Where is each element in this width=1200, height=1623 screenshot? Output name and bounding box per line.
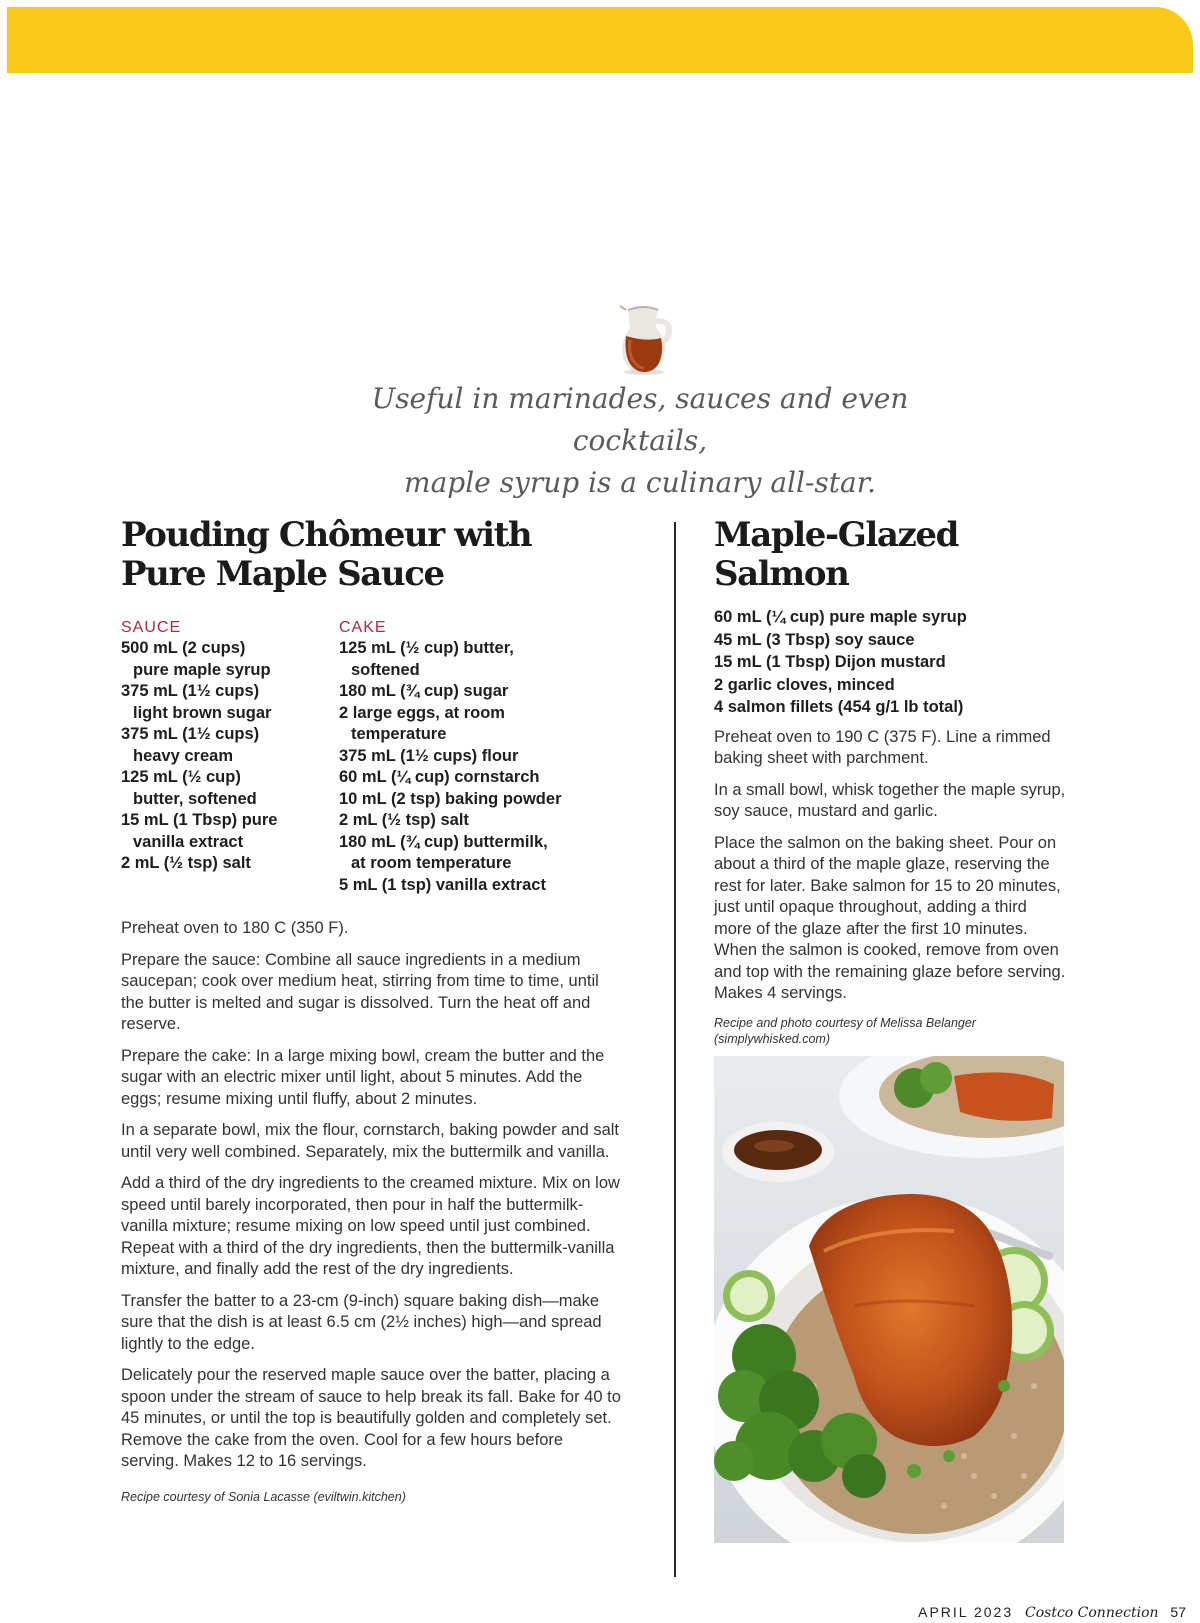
ingredient-line: light brown sugar <box>133 703 272 722</box>
footer-magazine-name: Costco Connection <box>1025 1605 1159 1621</box>
method-paragraph: Transfer the batter to a 23-cm (9-inch) square baking dish—make sure that the dish is at least 6.5 cm (2½ inches) high—and spread lightly to the edge. <box>121 1291 602 1353</box>
ingredient-line: butter, softened <box>133 789 257 808</box>
ingredient-line: vanilla extract <box>133 832 244 851</box>
ingredient-line: 125 mL (½ cup) butter, <box>339 639 514 657</box>
maple-glazed-salmon-recipe <box>714 516 1068 1047</box>
maple-syrup-pitcher-icon <box>606 296 682 378</box>
ingredient-line: 15 mL (1 Tbsp) pure <box>121 811 278 829</box>
method-paragraph: Add a third of the dry ingredients to the creamed mixture. Mix on low speed until barely incorporated, then pour in half the buttermilk-vanilla mixture; resume mixing on low speed until just combined. Repeat with a third of the dry ingredients, then the buttermilk-vanilla mixture, and finally add the rest of the dry ingredients. <box>121 1174 620 1278</box>
pull-quote-line-1: Useful in marinades, sauces and even cocktails, <box>371 382 909 457</box>
method-paragraph: Delicately pour the reserved maple sauce over the batter, placing a spoon under the stream of sauce to help break its fall. Bake for 40 to 45 minutes, or until the top is beautifully golden and completely set. Remove the cake from the oven. Cool for a few hours before serving. Makes 12 to 16 servings. <box>121 1366 621 1470</box>
pouding-ingredients <box>121 618 621 918</box>
ingredient-line: 180 mL (¾ cup) sugar <box>339 682 509 700</box>
pouding-recipe-title <box>121 516 621 594</box>
ingredient-line: 375 mL (1½ cups) <box>121 682 260 700</box>
ingredient-line: 2 garlic cloves, minced <box>714 675 895 694</box>
method-paragraph: Prepare the cake: In a large mixing bowl, cream the butter and the sugar with an electric mixer until light, about 5 minutes. Add the eggs; resume mixing until fluffy, about 2 minutes. <box>121 1046 605 1108</box>
method-paragraph: Preheat oven to 190 C (375 F). Line a rimmed baking sheet with parchment. <box>714 727 1051 767</box>
salmon-credit: Recipe and photo courtesy of Melissa Belanger (simplywhisked.com) <box>714 1015 976 1046</box>
pouding-credit: Recipe courtesy of Sonia Lacasse (eviltwin.kitchen) <box>121 1489 406 1504</box>
salmon-ingredients <box>714 606 1068 719</box>
ingredient-line: 2 mL (½ tsp) salt <box>339 811 469 829</box>
ingredient-line: 10 mL (2 tsp) baking powder <box>339 789 562 808</box>
sauce-ingredients <box>121 618 336 875</box>
ingredient-line: temperature <box>351 725 447 743</box>
column-divider <box>674 522 676 1577</box>
ingredient-line: 375 mL (1½ cups) <box>121 725 260 743</box>
ingredient-line: at room temperature <box>351 854 512 872</box>
pull-quote-line-2: maple syrup is a culinary all-star. <box>404 466 876 499</box>
header-color-band <box>7 7 1193 73</box>
method-paragraph: Preheat oven to 180 C (350 F). <box>121 919 349 937</box>
ingredient-line: 180 mL (¾ cup) buttermilk, <box>339 832 548 851</box>
ingredient-line: 375 mL (1½ cups) flour <box>339 746 519 765</box>
pull-quote <box>300 378 980 504</box>
page-footer <box>918 1604 1186 1621</box>
ingredient-line: heavy cream <box>133 746 233 765</box>
sauce-heading: SAUCE <box>121 619 182 636</box>
method-paragraph: In a small bowl, whisk together the maple syrup, soy sauce, mustard and garlic. <box>714 780 1066 820</box>
pouding-title-line-1: Pouding Chômeur with <box>121 515 532 555</box>
ingredient-line: 2 large eggs, at room <box>339 703 505 722</box>
salmon-method <box>714 727 1068 1005</box>
cake-heading: CAKE <box>339 619 387 636</box>
ingredient-line: 60 mL (¼ cup) cornstarch <box>339 768 540 786</box>
ingredient-line: pure maple syrup <box>133 660 271 679</box>
pouding-method <box>121 918 621 1473</box>
pouding-chomeur-recipe <box>121 516 621 1505</box>
ingredient-line: 5 mL (1 tsp) vanilla extract <box>339 875 546 894</box>
ingredient-line: 45 mL (3 Tbsp) soy sauce <box>714 630 915 649</box>
footer-page-number: 57 <box>1170 1604 1186 1620</box>
method-paragraph: Prepare the sauce: Combine all sauce ingredients in a medium saucepan; cook over medium heat, stirring from time to time, until the butter is melted and sugar is dissolved. Turn the heat off and reserve. <box>121 950 599 1033</box>
method-paragraph: In a separate bowl, mix the flour, cornstarch, baking powder and salt until very well combined. Separately, mix the buttermilk and vanilla. <box>121 1121 620 1161</box>
salmon-recipe-title: Maple-Glazed Salmon <box>714 515 958 594</box>
pouding-title-line-2: Pure Maple Sauce <box>121 554 444 594</box>
footer-issue-date: APRIL 2023 <box>918 1604 1014 1620</box>
method-paragraph: Place the salmon on the baking sheet. Pour on about a third of the maple glaze, reserving the rest for later. Bake salmon for 15 to 20 minutes, just until opaque throughout, adding a third more of the glaze after the first 10 minutes. When the salmon is cooked, remove from oven and top with the remaining glaze before serving. Makes 4 servings. <box>714 833 1066 1002</box>
ingredient-line: softened <box>351 660 420 679</box>
ingredient-line: 15 mL (1 Tbsp) Dijon mustard <box>714 653 946 671</box>
cake-ingredients <box>339 618 629 896</box>
ingredient-line: 125 mL (½ cup) <box>121 768 241 786</box>
ingredient-line: 2 mL (½ tsp) salt <box>121 854 251 872</box>
salmon-dish-photo <box>714 1056 1064 1543</box>
ingredient-line: 500 mL (2 cups) <box>121 639 246 657</box>
ingredient-line: 60 mL (¼ cup) pure maple syrup <box>714 608 967 626</box>
ingredient-line: 4 salmon fillets (454 g/1 lb total) <box>714 698 964 716</box>
